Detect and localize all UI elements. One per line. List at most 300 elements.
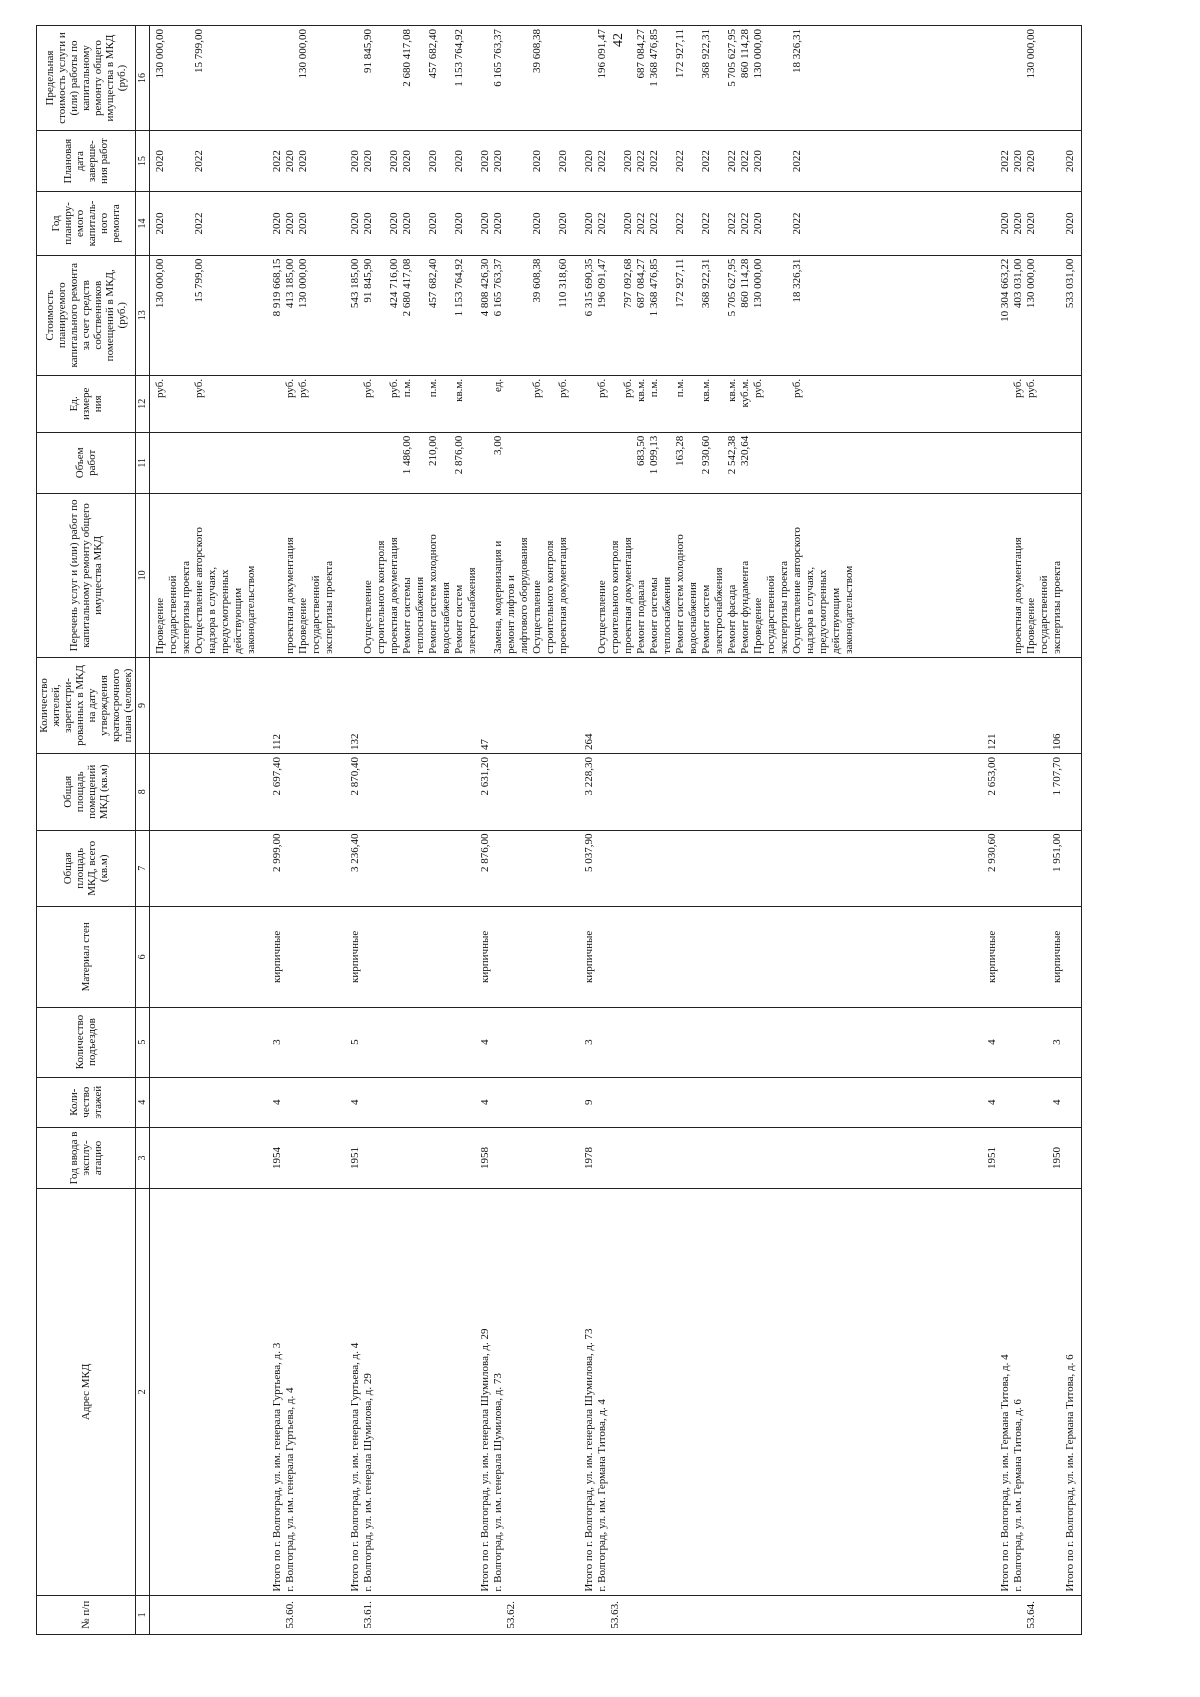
cell-line (219, 757, 232, 827)
cell-line (934, 1599, 947, 1631)
cell-line (960, 259, 973, 372)
cell-line (388, 910, 401, 1004)
cell-line: 2020 (583, 212, 595, 235)
cell-line (843, 1011, 856, 1074)
cell-line (843, 195, 856, 251)
cell-line: государственной (1038, 575, 1050, 654)
col-entrances-cell (150, 1007, 1082, 1077)
cell-line: надзора в случаях, (804, 566, 816, 654)
cell-line (505, 661, 518, 750)
cell-line (1012, 757, 1025, 827)
cell-line: 2020 (531, 150, 543, 173)
cell-line (986, 1599, 999, 1631)
cell-line: 320,64 (739, 435, 751, 466)
cell-line: электроснабжения (713, 567, 725, 654)
cell-line (388, 1081, 401, 1124)
cell-line (492, 757, 505, 827)
cell-line (336, 379, 349, 429)
cell-line (999, 379, 1012, 429)
header-row (37, 26, 136, 1635)
cell-line (648, 1081, 661, 1124)
cell-line (674, 1192, 687, 1592)
cell-line: кв.м. (635, 378, 647, 402)
cell-line (804, 834, 817, 904)
cell-line (232, 1011, 245, 1074)
cell-line: 2 697,40 (271, 757, 283, 796)
cell-line (778, 195, 791, 251)
cell-line (1038, 1131, 1051, 1185)
cell-line (375, 1131, 388, 1185)
cell-line (726, 834, 739, 904)
cell-line: 2 999,00 (271, 833, 283, 873)
cell-line: 2022 (739, 212, 751, 235)
cell-line (479, 436, 492, 490)
cell-line (674, 1081, 687, 1124)
cell-line (973, 436, 986, 490)
cell-line (544, 1192, 557, 1592)
cell-line (518, 910, 531, 1004)
cell-line (557, 757, 570, 827)
cell-line (739, 661, 752, 750)
cell-line (492, 1011, 505, 1074)
cell-line (765, 757, 778, 827)
cell-line (544, 379, 557, 429)
cell-line (791, 1599, 804, 1631)
cell-line (1064, 1599, 1077, 1631)
cell-line (817, 1599, 830, 1631)
cell-line (388, 1011, 401, 1074)
cell-line (921, 1081, 934, 1124)
cell-line (466, 1011, 479, 1074)
cell-line (505, 436, 518, 490)
cell-line (570, 1192, 583, 1592)
cell-line (791, 834, 804, 904)
cell-line (804, 379, 817, 429)
cell-line (960, 834, 973, 904)
cell-line (518, 436, 531, 490)
cell-line (817, 379, 830, 429)
cell-line (505, 134, 518, 188)
cell-line (830, 29, 843, 127)
cell-line: 2 680 417,08 (401, 258, 413, 317)
cell-line: 53.63. (609, 1601, 621, 1629)
cell-line (609, 757, 622, 827)
cell-line (167, 910, 180, 1004)
cell-line (271, 379, 284, 429)
cell-line: Итого по г. Волгоград, ул. им. генерала Гуртьева, д. 3 (271, 1342, 283, 1592)
cell-line (986, 497, 999, 654)
cell-line (1051, 379, 1064, 429)
cell-line (167, 757, 180, 827)
cell-line (1038, 436, 1051, 490)
cell-line: 130 000,00 (297, 29, 309, 79)
cell-line (700, 1192, 713, 1592)
cell-line (791, 910, 804, 1004)
cell-line (856, 1192, 869, 1592)
cell-line (661, 195, 674, 251)
cell-line (349, 436, 362, 490)
cell-line (336, 661, 349, 750)
cell-line: действующим (232, 587, 244, 654)
column-number: 14 (136, 192, 150, 255)
cell-line (414, 134, 427, 188)
cell-line: 2 631,20 (479, 757, 491, 796)
cell-line (700, 661, 713, 750)
cell-line (752, 910, 765, 1004)
cell-line (323, 29, 336, 127)
cell-line (999, 910, 1012, 1004)
cell-line (531, 1599, 544, 1631)
cell-line (531, 661, 544, 750)
col-cost-cell (150, 255, 1082, 375)
cell-line: 1 368 476,85 (648, 258, 660, 317)
cell-line (934, 259, 947, 372)
cell-line (817, 834, 830, 904)
cell-line (167, 1599, 180, 1631)
cell-line (947, 661, 960, 750)
cell-line: Осуществление авторского (791, 527, 803, 654)
cell-line (843, 379, 856, 429)
cell-line (232, 1131, 245, 1185)
cell-line: руб. (596, 378, 608, 398)
cell-line (570, 134, 583, 188)
cell-line (440, 1599, 453, 1631)
cell-line: 4 (1051, 1099, 1063, 1105)
cell-line (1025, 757, 1038, 827)
cell-line (856, 834, 869, 904)
cell-line (596, 757, 609, 827)
cell-line: Проведение (154, 597, 166, 654)
cell-line (518, 1192, 531, 1592)
cell-line (869, 1599, 882, 1631)
cell-line: кирпичные (1051, 930, 1063, 983)
cell-line (648, 834, 661, 904)
cell-line (934, 134, 947, 188)
cell-line (765, 195, 778, 251)
header-completion-date: Плановая дата заверше-ния работ (37, 131, 136, 192)
cell-line (375, 910, 388, 1004)
cell-line: руб. (752, 378, 764, 398)
cell-line (869, 757, 882, 827)
cell-line (570, 661, 583, 750)
cell-line: Итого по г. Волгоград, ул. им. генерала Шумилова, д. 29 (479, 1328, 491, 1592)
cell-line (544, 757, 557, 827)
cell-line (895, 436, 908, 490)
cell-line (1025, 661, 1038, 750)
cell-line (310, 379, 323, 429)
cell-line: 683,50 (635, 435, 647, 466)
cell-line (583, 497, 596, 654)
cell-line (297, 661, 310, 750)
cell-line (323, 134, 336, 188)
cell-line (466, 195, 479, 251)
cell-line (700, 757, 713, 827)
cell-line (817, 259, 830, 372)
cell-line: 2022 (999, 150, 1011, 173)
cell-line (895, 661, 908, 750)
cell-line: экспертизы проекта (778, 560, 790, 654)
cell-line (427, 1599, 440, 1631)
cell-line (284, 1011, 297, 1074)
cell-line (258, 497, 271, 654)
cell-line (388, 436, 401, 490)
cell-line (648, 1131, 661, 1185)
cell-line (414, 195, 427, 251)
cell-line (232, 436, 245, 490)
cell-line (752, 834, 765, 904)
col-floors-cell (150, 1077, 1082, 1127)
cell-line (648, 1192, 661, 1592)
cell-line (258, 1599, 271, 1631)
cell-line (180, 134, 193, 188)
cell-line (817, 910, 830, 1004)
cell-line (336, 757, 349, 827)
cell-line: 543 185,00 (349, 258, 361, 309)
cell-line: 4 (986, 1099, 998, 1105)
cell-line (1051, 29, 1064, 127)
cell-line (934, 379, 947, 429)
cell-line (297, 1011, 310, 1074)
cell-line (596, 1599, 609, 1631)
cell-line (1038, 1192, 1051, 1592)
cell-line (960, 757, 973, 827)
cell-line (323, 379, 336, 429)
cell-line (739, 757, 752, 827)
cell-line (999, 1131, 1012, 1185)
cell-line (362, 757, 375, 827)
cell-line: 2022 (648, 150, 660, 173)
cell-line (440, 1192, 453, 1592)
cell-line (908, 661, 921, 750)
cell-line (895, 195, 908, 251)
cell-line: 2020 (297, 150, 309, 173)
cell-line (1038, 834, 1051, 904)
cell-line (661, 1131, 674, 1185)
cell-line (635, 1011, 648, 1074)
cell-line (258, 29, 271, 127)
cell-line (830, 1599, 843, 1631)
cell-line (414, 757, 427, 827)
cell-line: 53.64. (1025, 1601, 1037, 1629)
cell-line (505, 1131, 518, 1185)
cell-line (180, 29, 193, 127)
cell-line (440, 661, 453, 750)
cell-line (778, 134, 791, 188)
cell-line (869, 259, 882, 372)
cell-line (661, 1011, 674, 1074)
cell-line (921, 436, 934, 490)
cell-line (830, 910, 843, 1004)
col-max-cost-cell (150, 26, 1082, 131)
cell-line: 130 000,00 (752, 29, 764, 79)
cell-line (817, 195, 830, 251)
cell-line (895, 757, 908, 827)
cell-line: Проведение (297, 597, 309, 654)
cell-line (973, 497, 986, 654)
cell-line: законодательством (245, 565, 257, 654)
cell-line (193, 436, 206, 490)
cell-line: проектная документация (388, 537, 400, 654)
cell-line (999, 1599, 1012, 1631)
cell-line: 2020 (1064, 212, 1076, 235)
cell-line (518, 1131, 531, 1185)
cell-line (193, 1081, 206, 1124)
cell-line (908, 195, 921, 251)
cell-line (817, 757, 830, 827)
cell-line (895, 1011, 908, 1074)
cell-line (167, 134, 180, 188)
cell-line (375, 1011, 388, 1074)
cell-line (466, 661, 479, 750)
cell-line (908, 1081, 921, 1124)
cell-line (661, 661, 674, 750)
cell-line (596, 1131, 609, 1185)
cell-line (609, 134, 622, 188)
cell-line (960, 436, 973, 490)
cell-line (440, 1131, 453, 1185)
cell-line (687, 1011, 700, 1074)
cell-line (414, 259, 427, 372)
col-number-cell (150, 1595, 1082, 1634)
cell-line (765, 134, 778, 188)
cell-line: 1 368 476,85 (648, 29, 660, 87)
cell-line (817, 134, 830, 188)
cell-line (453, 1011, 466, 1074)
cell-line: 91 845,90 (362, 258, 374, 303)
cell-line (986, 436, 999, 490)
cell-line (908, 436, 921, 490)
cell-line (726, 757, 739, 827)
cell-line (167, 834, 180, 904)
cell-line (934, 910, 947, 1004)
cell-line: 1 486,00 (401, 435, 413, 475)
cell-line (622, 910, 635, 1004)
cell-line (960, 1192, 973, 1592)
cell-line: 4 (479, 1039, 491, 1045)
cell-line: Осуществление (596, 580, 608, 654)
cell-line (531, 1192, 544, 1592)
cell-line (1051, 436, 1064, 490)
cell-line (310, 29, 323, 127)
cell-line (466, 1131, 479, 1185)
cell-line (687, 259, 700, 372)
cell-line: руб. (193, 378, 205, 398)
cell-line: 2020 (492, 150, 504, 173)
cell-line (908, 134, 921, 188)
cell-line (154, 1011, 167, 1074)
cell-line (180, 379, 193, 429)
cell-line (895, 259, 908, 372)
cell-line (817, 1131, 830, 1185)
cell-line (687, 195, 700, 251)
cell-line (232, 195, 245, 251)
cell-line (232, 757, 245, 827)
cell-line: Ремонт систем холодного (427, 534, 439, 654)
cell-line (700, 1011, 713, 1074)
cell-line (193, 757, 206, 827)
cell-line (531, 757, 544, 827)
cell-line (271, 1599, 284, 1631)
cell-line (401, 1599, 414, 1631)
cell-line: руб. (557, 378, 569, 398)
cell-line (258, 1131, 271, 1185)
cell-line: экспертизы проекта (323, 560, 335, 654)
cell-line (674, 1011, 687, 1074)
cell-line (570, 379, 583, 429)
cell-line (687, 1192, 700, 1592)
header-premises-area: Общая площадь помещений МКД (кв.м) (37, 754, 136, 831)
cell-line (713, 436, 726, 490)
cell-line (284, 834, 297, 904)
cell-line (739, 834, 752, 904)
cell-line: 797 092,68 (622, 258, 634, 309)
cell-line (245, 379, 258, 429)
cell-line: 3 (271, 1039, 283, 1045)
cell-line (973, 259, 986, 372)
cell-line: 2020 (479, 212, 491, 235)
cell-line (752, 1192, 765, 1592)
cell-line: 15 799,00 (193, 258, 205, 303)
cell-line (921, 1192, 934, 1592)
cell-line (375, 1192, 388, 1592)
cell-line (752, 436, 765, 490)
cell-line: Ремонт фасада (726, 584, 738, 654)
cell-line (206, 259, 219, 372)
cell-line: водоснабжения (440, 582, 452, 654)
cell-line (232, 1192, 245, 1592)
cell-line (479, 379, 492, 429)
cell-line (154, 436, 167, 490)
cell-line (843, 1131, 856, 1185)
cell-line (739, 1081, 752, 1124)
cell-line (336, 910, 349, 1004)
cell-line (843, 834, 856, 904)
cell-line (453, 1081, 466, 1124)
cell-line (518, 379, 531, 429)
cell-line (843, 1599, 856, 1631)
cell-line (258, 195, 271, 251)
cell-line (921, 497, 934, 654)
cell-line (518, 134, 531, 188)
cell-line (856, 910, 869, 1004)
column-number: 5 (136, 1007, 150, 1077)
cell-line (921, 259, 934, 372)
cell-line (505, 910, 518, 1004)
cell-line (609, 29, 622, 127)
cell-line: 2020 (427, 212, 439, 235)
cell-line (531, 910, 544, 1004)
cell-line (687, 379, 700, 429)
cell-line (1012, 1081, 1025, 1124)
cell-line (258, 1011, 271, 1074)
cell-line (349, 497, 362, 654)
cell-line: 2020 (362, 212, 374, 235)
cell-line (245, 1599, 258, 1631)
cell-line: 9 (583, 1099, 595, 1105)
cell-line (258, 134, 271, 188)
cell-line: Проведение (752, 597, 764, 654)
cell-line (310, 1599, 323, 1631)
column-number: 1 (136, 1595, 150, 1634)
cell-line: 3 (1051, 1039, 1063, 1045)
cell-line (297, 910, 310, 1004)
cell-line (232, 259, 245, 372)
cell-line (596, 436, 609, 490)
cell-line (869, 195, 882, 251)
cell-line (245, 1081, 258, 1124)
cell-line (336, 834, 349, 904)
column-number: 12 (136, 375, 150, 432)
